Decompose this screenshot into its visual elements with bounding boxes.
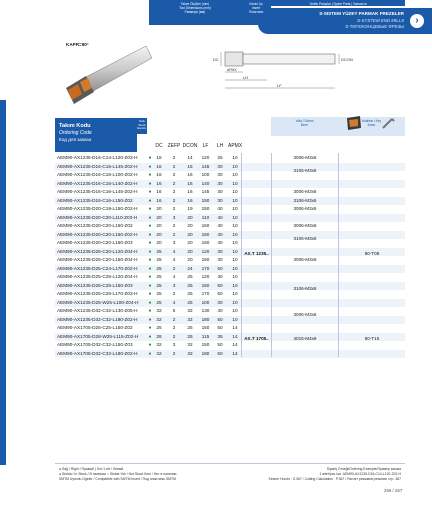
dim-cell-apmx: 10: [232, 206, 238, 211]
torx-key-icon: [380, 115, 396, 131]
dim-cell-apmx: 10: [232, 172, 238, 177]
table-row[interactable]: [55, 299, 405, 308]
dim-cell-zefp: 2: [172, 172, 176, 177]
ordering-example-title: Sipariş Örneği/Ordering Example/Пример заказа: [326, 467, 401, 471]
dim-cell-zefp: 4: [172, 274, 176, 279]
dim-cell-apmx: 10: [232, 299, 238, 305]
stock-dot-icon: ●: [148, 163, 152, 170]
technical-drawing: [205, 42, 355, 98]
dim-cell-dc: 16: [156, 189, 162, 194]
stock-dot-icon: ●: [148, 299, 152, 306]
stock-dot-icon: ●: [148, 316, 152, 323]
col-lh: LH: [216, 143, 224, 149]
table-row[interactable]: [55, 188, 405, 197]
table-row[interactable]: [55, 222, 405, 231]
dim-cell-apmx: 10: [232, 316, 238, 322]
dim-cell-lf: 140: [201, 180, 210, 186]
table-row[interactable]: [55, 154, 405, 163]
dim-cell-dc: 20: [156, 223, 162, 228]
dim-cell-apmx: 10: [232, 308, 238, 313]
ordering-code: AEM90-AX1235-D25-C20-L120-Z04-H: [57, 248, 138, 254]
dim-cell-zefp: 2: [172, 333, 176, 339]
ordering-code: AEM90-AX1235-D25-C24-L170-Z02-H: [57, 265, 138, 271]
dim-cell-zefp: 4: [172, 257, 176, 262]
stock-dot-icon: ●: [148, 172, 152, 178]
dim-cell-dc: 25: [156, 248, 162, 254]
dim-cell-lh: 35: [217, 333, 223, 339]
dim-cell-lf: 150: [201, 231, 210, 237]
stock-dot-icon: ●: [148, 342, 152, 348]
dim-cell-lh: 40: [217, 206, 223, 211]
dim-lh: LH: [243, 75, 249, 80]
ordering-code: AEM90-AX1235-D25-C25-L150-Z03: [57, 282, 133, 288]
dim-cell-zefp: 2: [172, 231, 176, 237]
col-apmx: APMX: [228, 143, 243, 149]
dim-cell-zefp: 2: [172, 316, 176, 322]
screw-6: 3006-M3x6: [293, 223, 317, 228]
dim-cell-lh: 50: [217, 316, 223, 322]
stock-dot-icon: ●: [148, 240, 152, 246]
stock-dot-icon: ●: [148, 214, 152, 221]
dim-cell-dcon: 20: [187, 257, 193, 262]
ordering-code: AEM90-AX1235-D16-C16-L100-Z02-H: [57, 172, 138, 177]
stock-dot-icon: ●: [148, 257, 152, 263]
table-row[interactable]: [55, 171, 405, 180]
ordering-code: AEM90-AX1235-D25-W25-L100-Z04-H: [57, 299, 139, 305]
dim-cell-apmx: 10: [232, 257, 238, 262]
table-row[interactable]: [55, 290, 405, 299]
dim-cell-dcon: 15: [187, 163, 193, 169]
dim-cell-lh: 30: [217, 299, 223, 305]
screw-3: 3006-M3x6: [293, 189, 317, 194]
dim-cell-lh: 30: [217, 163, 223, 169]
dim-cell-lf: 150: [201, 257, 210, 262]
legend: [55, 463, 405, 485]
dim-cell-zefp: 3: [172, 342, 176, 347]
key-2: 80-T15: [364, 336, 380, 341]
insert-icon: [345, 115, 363, 131]
stock-label: Stok Stock Налич.: [137, 119, 147, 131]
dim-cell-dcon: 32: [187, 316, 193, 322]
col-lf: LF: [202, 143, 209, 149]
stock-dot-icon: ●: [148, 155, 152, 161]
dim-cell-dcon: 20: [187, 240, 193, 245]
ordering-code: AEM90-AX1705-D32-C32-L180-Z02-H: [57, 350, 138, 356]
table-row[interactable]: [55, 282, 405, 291]
ordering-code: AEM90-AX1235-D16-C16-L140-Z02-H: [57, 180, 138, 186]
screw-7: 3106-M3x6: [293, 236, 317, 241]
dim-cell-lf: 170: [201, 265, 210, 271]
stock-dot-icon: ●: [148, 231, 152, 238]
dim-cell-dcon: 16: [187, 197, 193, 203]
dim-cell-apmx: 14: [232, 350, 238, 356]
table-row[interactable]: [55, 265, 405, 274]
spare-group-header: [271, 0, 405, 6]
ordering-code: AEM90-AX1235-D32-C32-L180-Z02-H: [57, 316, 138, 322]
dim-cell-lh: 40: [217, 274, 223, 279]
dim-cell-apmx: 10: [232, 231, 238, 237]
section-header: [258, 8, 432, 34]
dim-cell-dcon: 20: [187, 248, 193, 254]
code-label-ru: Код для заказа: [59, 137, 92, 142]
dim-cell-dc: 32: [156, 350, 162, 356]
dim-cell-lf: 150: [201, 342, 210, 347]
dim-cell-apmx: 10: [232, 180, 238, 186]
insert-group-1: AX.T 1235..: [244, 251, 269, 256]
dim-cell-lf: 150: [201, 223, 210, 228]
code-label-tr: Takım Kodu: [59, 123, 91, 129]
dim-cell-lf: 145: [201, 163, 210, 169]
dim-dcon: DCON: [341, 57, 353, 62]
dim-cell-lf: 130: [201, 308, 210, 313]
spare-group-label: Yedek Parçalar | Spare Parts | Запчасти: [309, 2, 367, 6]
page-number: 256 / 257: [384, 488, 403, 493]
dim-cell-lf: 170: [201, 291, 210, 296]
table-row[interactable]: [55, 307, 405, 316]
dim-cell-apmx: 10: [232, 248, 238, 254]
table-row[interactable]: [55, 239, 405, 248]
dim-cell-lf: 180: [201, 316, 210, 322]
dim-cell-lf: 100: [201, 299, 210, 305]
dim-cell-lh: 40: [217, 223, 223, 228]
dim-cell-apmx: 10: [232, 282, 238, 288]
dim-cell-apmx: 10: [232, 240, 238, 245]
stock-dot-icon: ●: [148, 197, 152, 204]
dim-cell-zefp: 2: [172, 155, 176, 160]
dim-cell-lh: 50: [217, 342, 223, 347]
dim-cell-zefp: 2: [172, 180, 176, 186]
dim-cell-dcon: 25: [187, 274, 193, 279]
ordering-code: AEM90-AX1235-D20-C20-L150-Z03: [57, 240, 133, 245]
ordering-code: AEM90-AX1235-D20-C20-L110-Z03-H: [57, 214, 138, 220]
col-dc: DC: [155, 143, 163, 149]
dim-cell-dc: 20: [156, 214, 162, 220]
screw-4: 3106-M3x6: [293, 198, 317, 203]
dim-cell-dcon: 19: [187, 206, 193, 211]
dim-cell-zefp: 2: [172, 325, 176, 330]
dim-cell-lf: 120: [201, 155, 210, 160]
dim-cell-lh: 50: [217, 265, 223, 271]
ordering-code: AEM90-AX1705-D28-W25-L115-Z02-H: [57, 333, 139, 339]
side-accent-bar: [0, 100, 6, 465]
dim-cell-lf: 150: [201, 240, 210, 245]
stock-dot-icon: ●: [148, 180, 152, 187]
screw-2: 3106-M3x6: [293, 168, 317, 173]
insert-group-header: [241, 0, 271, 25]
table-row[interactable]: [55, 316, 405, 325]
stock-dot-icon: ●: [148, 325, 152, 331]
screw-5: 3006-M3x6: [293, 206, 317, 211]
dim-cell-dc: 20: [156, 206, 162, 211]
ordering-code: AEM90-AX1705-D25-C25-L150-Z02: [57, 325, 133, 330]
dim-cell-lh: 40: [217, 240, 223, 245]
dim-cell-dcon: 32: [187, 342, 193, 347]
dim-cell-lf: 180: [201, 350, 210, 356]
ordering-code: AEM90-AX1235-D16-C16-L145-Z02-H: [57, 189, 138, 194]
dim-cell-apmx: 10: [232, 265, 238, 271]
dim-cell-dcon: 25: [187, 282, 193, 288]
dim-cell-lh: 40: [217, 308, 223, 313]
dim-cell-lh: 30: [217, 180, 223, 186]
dim-cell-lf: 145: [201, 189, 210, 194]
screw-10: 3006-M3x6: [293, 312, 317, 317]
section-title-tr: S-SISTEM YÜZEY PARMAK FREZELER: [319, 11, 404, 16]
ordering-code: AEM90-AX1235-D20-C19-L150-Z02-H: [57, 206, 138, 211]
dim-cell-apmx: 10: [232, 163, 238, 169]
dim-cell-lf: 120: [201, 248, 210, 254]
dim-cell-apmx: 10: [232, 214, 238, 220]
dims-group-header: [149, 0, 241, 25]
dim-cell-dc: 25: [156, 257, 162, 262]
stock-header: [137, 118, 147, 134]
product-photo: [62, 40, 152, 110]
dimension-drawing-icon: [205, 42, 355, 98]
dim-cell-dc: 16: [156, 180, 162, 186]
stock-dot-icon: ●: [148, 350, 152, 357]
dim-cell-dc: 25: [156, 299, 162, 305]
code-label-en: Ordering Code: [59, 130, 92, 136]
dim-cell-dc: 25: [156, 325, 162, 330]
key-1: 80-T08: [364, 251, 380, 256]
dim-cell-lh: 50: [217, 325, 223, 330]
table-row[interactable]: [55, 205, 405, 214]
dim-cell-dc: 20: [156, 231, 162, 237]
ordering-code: AEM90-AX1235-D25-C25-L120-Z04-H: [57, 274, 138, 279]
insert-group-2: AX.T 1705..: [244, 336, 269, 341]
dim-cell-lh: 40: [217, 214, 223, 220]
dim-cell-dc: 20: [156, 240, 162, 245]
dim-cell-dc: 16: [156, 155, 162, 160]
dim-cell-dc: 16: [156, 172, 162, 177]
dim-cell-dcon: 25: [187, 333, 193, 339]
stock-dot-icon: ●: [148, 223, 152, 229]
section-title-ru: S-ТИПОКОНЦЕВЫЕ ФРЕЗЫ: [345, 24, 404, 29]
col-dcon: DCON: [182, 143, 198, 149]
dim-cell-apmx: 14: [232, 333, 238, 339]
chevron-right-icon[interactable]: ›: [410, 14, 424, 28]
dim-cell-dc: 25: [156, 274, 162, 279]
dim-cell-dc: 32: [156, 342, 162, 347]
dim-cell-lf: 150: [201, 325, 210, 330]
dim-cell-dc: 32: [156, 316, 162, 322]
table-row[interactable]: [55, 273, 405, 282]
dim-cell-apmx: 10: [232, 274, 238, 279]
dim-cell-zefp: 3: [172, 282, 176, 288]
col-zefp: ZEFP: [167, 143, 181, 149]
dim-cell-dcon: 20: [187, 223, 193, 228]
dim-cell-lh: 30: [217, 172, 223, 177]
stock-dot-icon: ●: [148, 248, 152, 255]
ordering-code: AEM90-AX1235-D16-C16-L150-Z02: [57, 197, 133, 203]
dim-cell-zefp: 2: [172, 189, 176, 194]
kappa-label: KAPR=90°: [66, 42, 89, 47]
dim-lf: LF: [277, 83, 282, 88]
section-title-en: S-SYSTEM END MILLS: [357, 18, 404, 23]
legend-smtm: SMTM Uyumlu Ogeler / Compatible with SMTM Insert / Под пластины SMTM: [59, 477, 176, 481]
dim-cell-dcon: 32: [187, 308, 193, 313]
dim-cell-dcon: 20: [187, 214, 193, 220]
dim-cell-apmx: 10: [232, 155, 238, 160]
screw-header: [271, 117, 338, 136]
dim-cell-lf: 110: [201, 214, 210, 220]
ordering-code: AEM90-AX1235-D25-C20-L150-Z04-H: [57, 257, 138, 262]
dim-apmx: APMX: [227, 68, 237, 72]
table-row[interactable]: [55, 256, 405, 265]
insert-group-label: Kesici Uç Insert Пластина: [248, 2, 264, 14]
screw-11: 4015-M4x9: [293, 336, 317, 341]
table-row[interactable]: [55, 231, 405, 240]
dim-cell-zefp: 2: [172, 206, 176, 211]
stock-dot-icon: ●: [148, 206, 152, 212]
dim-cell-dcon: 16: [187, 172, 193, 177]
dim-cell-dcon: 20: [187, 231, 193, 237]
dim-cell-apmx: 10: [232, 291, 238, 296]
stock-dot-icon: ●: [148, 333, 152, 340]
ordering-example: 1 adet/pcs./шт. AEM90-AX1235-D16-C14-L120-Z02-H: [319, 472, 401, 476]
legend-hand: ● Sağ / Right / Правый | Sol / Left / Левый: [59, 467, 124, 471]
dim-cell-dc: 16: [156, 163, 162, 169]
stock-dot-icon: ●: [148, 291, 152, 297]
dim-cell-dc: 16: [156, 197, 162, 203]
end-mill-photo-icon: [62, 40, 152, 110]
ordering-code: AEM90-AX1235-D20-C20-L150-Z02-H: [57, 231, 138, 237]
dim-cell-zefp: 4: [172, 248, 176, 254]
dim-cell-dc: 25: [156, 282, 162, 288]
dim-cell-lf: 120: [201, 274, 210, 279]
cutting-calc-ref: Kesme Hızıdır : S.367 / Cutting Calculation : P.367 / Расчет режимов резания: стр. 367: [268, 477, 401, 481]
dim-cell-lh: 30: [217, 248, 223, 254]
ordering-code: AEM90-AX1235-D32-C32-L130-Z05-H: [57, 308, 138, 313]
dim-cell-apmx: 10: [232, 189, 238, 194]
dim-cell-lh: 40: [217, 231, 223, 237]
dim-cell-lf: 150: [201, 282, 210, 288]
dim-cell-dcon: 16: [187, 189, 193, 194]
dim-cell-lh: 50: [217, 282, 223, 288]
dim-cell-zefp: 5: [172, 308, 176, 313]
dim-cell-zefp: 2: [172, 197, 176, 203]
stock-dot-icon: ●: [148, 282, 152, 289]
dim-cell-lh: 25: [217, 155, 223, 160]
dim-cell-dc: 28: [156, 333, 162, 339]
ordering-code: AEM90-AX1235-D16-C14-L120-Z02-H: [57, 155, 138, 160]
screw-1: 3006-M3x6: [293, 155, 317, 160]
dim-cell-apmx: 14: [232, 325, 238, 330]
dim-cell-zefp: 2: [172, 265, 176, 271]
dim-cell-dcon: 14: [187, 155, 193, 160]
table-row[interactable]: [55, 180, 405, 189]
ordering-code: AEM90-AX1705-D32-C32-L150-Z03: [57, 342, 133, 347]
dim-cell-zefp: 2: [172, 350, 176, 356]
dim-cell-lh: 30: [217, 197, 223, 203]
table-row[interactable]: [55, 197, 405, 206]
dim-cell-dcon: 25: [187, 325, 193, 330]
ordering-code: AEM90-AX1235-D16-C15-L145-Z02-H: [57, 163, 138, 169]
dim-cell-lf: 100: [201, 172, 210, 177]
table-row[interactable]: [55, 341, 405, 350]
dim-cell-dcon: 32: [187, 350, 193, 356]
dim-cell-zefp: 2: [172, 223, 176, 228]
table-row[interactable]: [55, 163, 405, 172]
dim-cell-dcon: 25: [187, 299, 193, 305]
table-row[interactable]: [55, 324, 405, 333]
stock-dot-icon: ●: [148, 265, 152, 272]
dim-cell-apmx: 14: [232, 342, 238, 347]
stock-dot-icon: ●: [148, 308, 152, 314]
screw-8: 3006-M3x6: [293, 257, 317, 262]
dim-cell-lh: 50: [217, 291, 223, 296]
dim-cell-zefp: 3: [172, 214, 176, 220]
dim-cell-dc: 32: [156, 308, 162, 313]
ordering-code: AEM90-AX1235-D25-C25-L170-Z02-H: [57, 291, 138, 296]
ordering-code-header: [55, 118, 137, 152]
dim-cell-lf: 115: [201, 333, 210, 339]
dim-cell-dcon: 24: [187, 265, 193, 271]
dim-cell-lh: 30: [217, 257, 223, 262]
legend-stock: ● Stokta / In Stock / В наличии ○ Stokta Yok / Not Stock Item / Нет в наличии: [59, 472, 177, 476]
dim-cell-dc: 25: [156, 265, 162, 271]
dim-cell-zefp: 2: [172, 291, 176, 296]
key-label: Anahtar / Key Ключ: [361, 119, 382, 127]
dim-cell-lh: 50: [217, 350, 223, 356]
dim-cell-zefp: 4: [172, 299, 176, 305]
dim-cell-lf: 150: [201, 197, 210, 203]
dim-cell-dc: 25: [156, 291, 162, 296]
screw-label: Vida / Screw Винт: [295, 119, 314, 127]
dims-group-label: Takım Ölçüleri (mm) Tool Dimensions (mm) Размеры (мм): [179, 2, 211, 14]
dim-cell-apmx: 10: [232, 197, 238, 203]
dim-cell-dcon: 25: [187, 291, 193, 296]
dim-dc: DC: [213, 57, 219, 62]
stock-dot-icon: ●: [148, 189, 152, 195]
stock-dot-icon: ●: [148, 274, 152, 280]
dim-cell-lf: 150: [201, 206, 210, 211]
dim-cell-zefp: 2: [172, 163, 176, 169]
dim-cell-lh: 30: [217, 189, 223, 194]
dim-cell-zefp: 3: [172, 240, 176, 245]
table-row[interactable]: [55, 214, 405, 223]
divider: [271, 153, 272, 357]
table-row[interactable]: [55, 350, 405, 359]
ordering-code: AEM90-AX1235-D20-C20-L150-Z02: [57, 223, 133, 228]
dim-cell-dcon: 16: [187, 180, 193, 186]
screw-9: 3106-M3x6: [293, 286, 317, 291]
dim-cell-apmx: 10: [232, 223, 238, 228]
